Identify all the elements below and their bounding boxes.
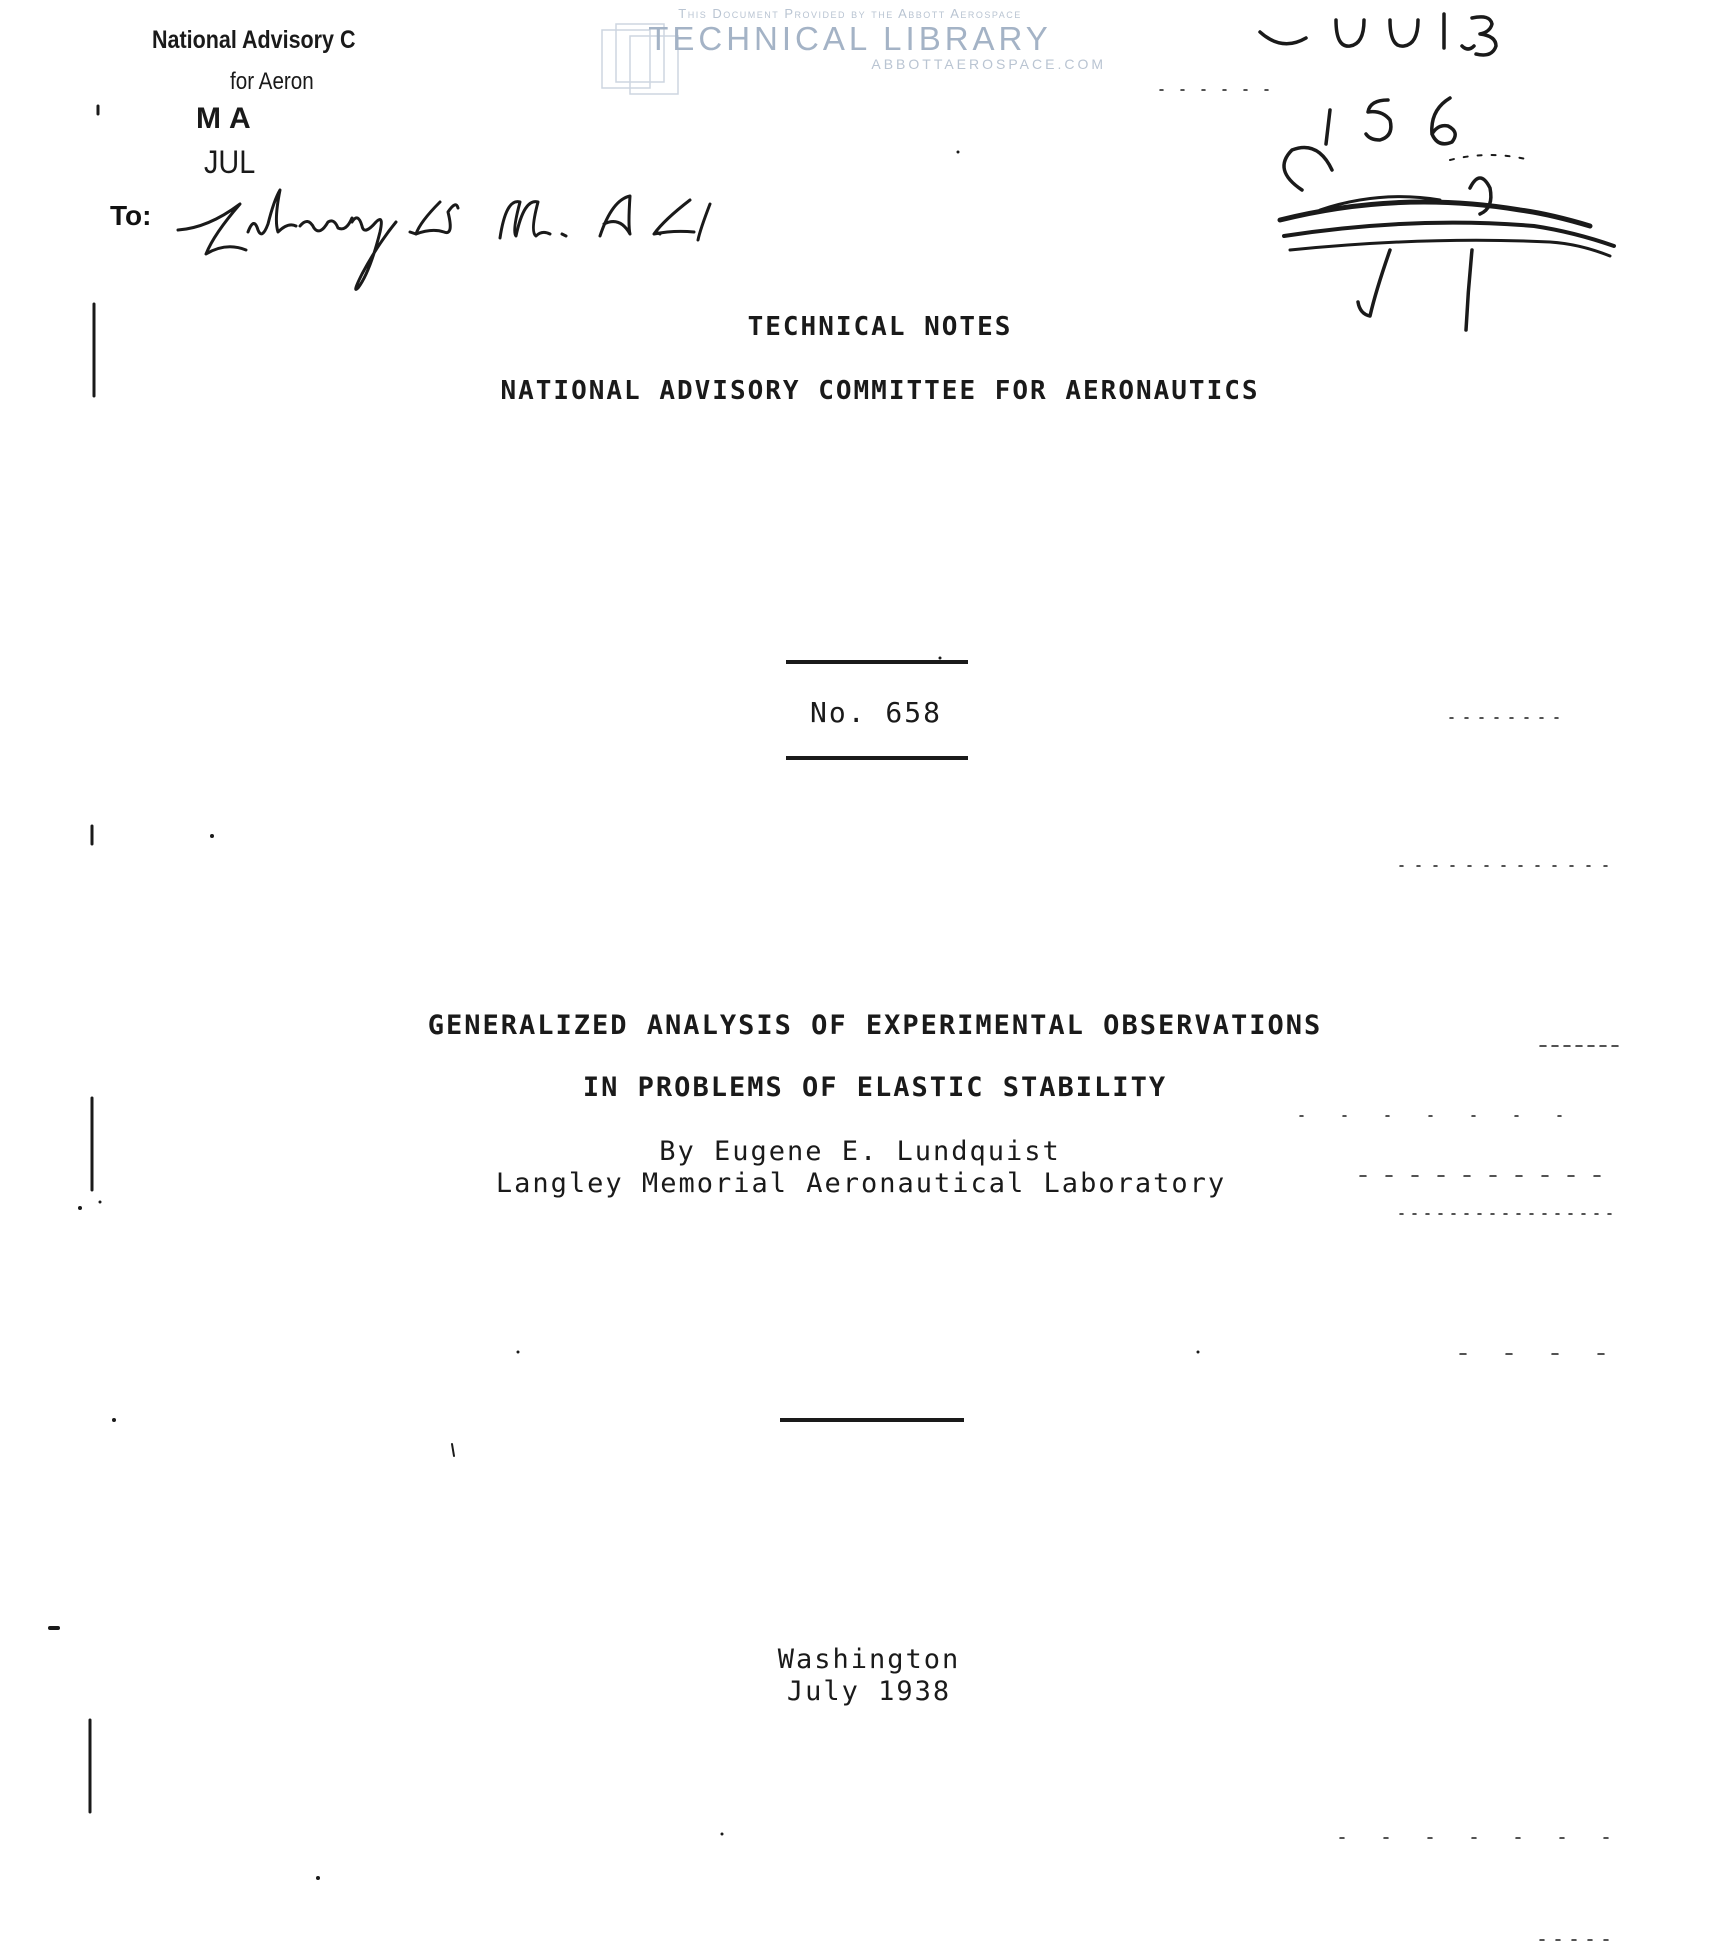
stamp-line-2: for Aeron [230, 68, 314, 95]
imprint-date: July 1938 [786, 1676, 952, 1707]
watermark-title: TECHNICAL LIBRARY [648, 20, 1052, 57]
rule-above-imprint [780, 1418, 964, 1422]
handwritten-file-numbers [1240, 0, 1660, 350]
author-affiliation: Langley Memorial Aeronautical Laboratory [495, 1168, 1227, 1199]
series-heading: TECHNICAL NOTES [747, 312, 1013, 342]
committee-heading: NATIONAL ADVISORY COMMITTEE FOR AERONAUTICS [500, 376, 1260, 406]
title-line-2: IN PROBLEMS OF ELASTIC STABILITY [582, 1072, 1168, 1103]
watermark-top-line: This Document Provided by the Abbott Aerospace [678, 6, 1022, 21]
handwritten-routing-signature [170, 182, 810, 292]
title-line-1: GENERALIZED ANALYSIS OF EXPERIMENTAL OBSERVATIONS [427, 1010, 1323, 1041]
author-byline: By Eugene E. Lundquist [659, 1136, 1061, 1167]
report-number: No. 658 [809, 696, 942, 729]
stamp-line-4: JUL [204, 144, 256, 180]
watermark [590, 6, 1110, 72]
rule-above-number [786, 660, 968, 664]
stamp-line-1: National Advisory C [152, 26, 356, 54]
imprint-place: Washington [777, 1644, 961, 1675]
watermark-url: ABBOTTAEROSPACE.COM [871, 56, 1106, 72]
stamp-line-3: MA [196, 102, 259, 135]
rule-below-number [786, 756, 968, 760]
routing-to-label: To: [110, 200, 152, 231]
